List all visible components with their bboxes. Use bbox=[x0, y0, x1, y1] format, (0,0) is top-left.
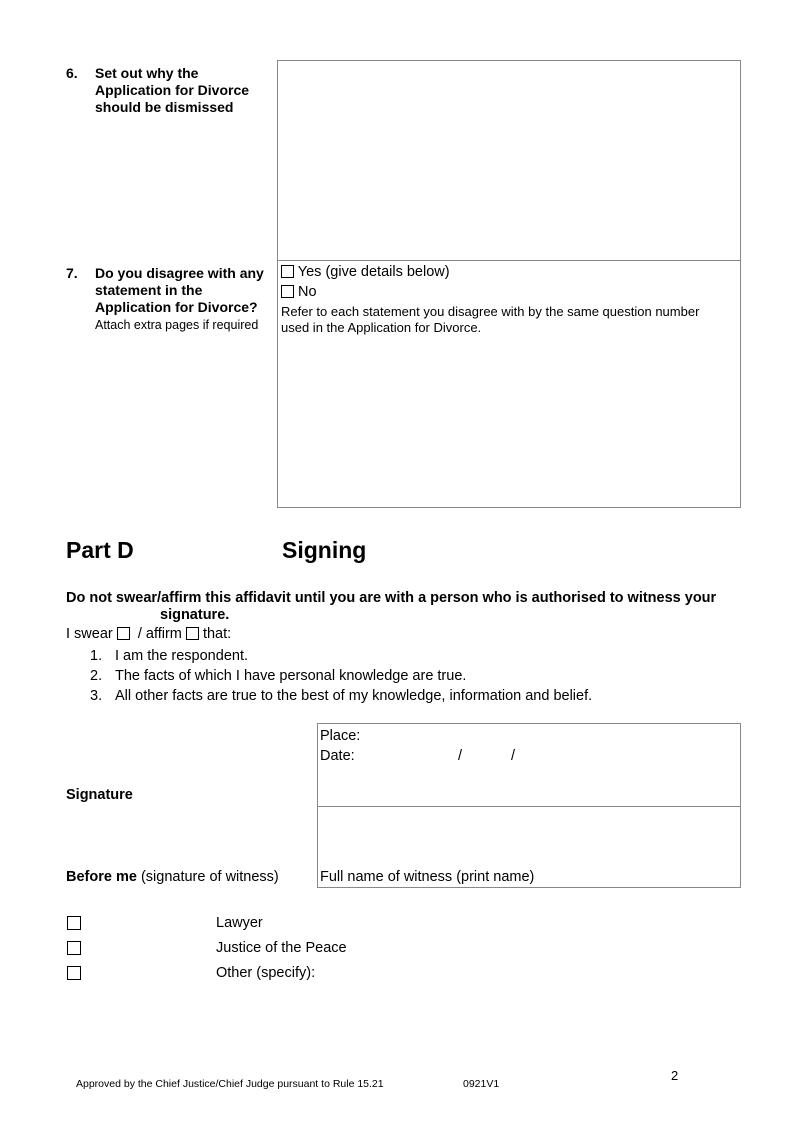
other-checkbox[interactable] bbox=[67, 966, 81, 980]
place-label: Place: bbox=[320, 728, 361, 744]
warning-line1: Do not swear/affirm this affidavit until you are with a person who is authorised to witness your bbox=[66, 590, 717, 606]
q7-line2: statement in the bbox=[95, 282, 203, 298]
date-separator-1: / bbox=[458, 748, 463, 764]
lawyer-checkbox[interactable] bbox=[67, 916, 81, 930]
q7-line1: Do you disagree with any bbox=[95, 265, 264, 281]
date-label: Date: bbox=[320, 748, 355, 764]
lawyer-label: Lawyer bbox=[216, 915, 263, 931]
q7-yes-checkbox[interactable] bbox=[281, 265, 294, 278]
q7-line3: Application for Divorce? bbox=[95, 299, 258, 315]
q7-no-label: No bbox=[298, 284, 317, 300]
part-label: Part D bbox=[66, 537, 134, 563]
q7-no-checkbox[interactable] bbox=[281, 285, 294, 298]
witness-name-label: Full name of witness (print name) bbox=[320, 869, 535, 885]
swear-affirm-line bbox=[66, 626, 231, 642]
list-item: 3. All other facts are true to the best of my knowledge, information and belief. bbox=[90, 688, 593, 704]
q7-question bbox=[95, 265, 277, 316]
q7-answer-box[interactable] bbox=[277, 260, 741, 508]
q6-question bbox=[95, 65, 275, 116]
q7-yes-option[interactable] bbox=[281, 264, 450, 280]
q7-no-option[interactable] bbox=[281, 284, 317, 300]
list-item: 1. I am the respondent. bbox=[90, 648, 248, 664]
footer-approval: Approved by the Chief Justice/Chief Judge pursuant to Rule 15.21 bbox=[76, 1078, 384, 1090]
swear-label: I swear bbox=[66, 626, 113, 642]
date-separator-2: / bbox=[511, 748, 516, 764]
q7-instr-line2: used in the Application for Divorce. bbox=[281, 320, 482, 335]
page-number: 2 bbox=[671, 1068, 679, 1083]
q7-instructions bbox=[281, 304, 699, 336]
affirm-checkbox[interactable] bbox=[186, 627, 199, 640]
q6-line3: should be dismissed bbox=[95, 99, 234, 115]
part-title: Signing bbox=[282, 537, 367, 563]
before-me-label: Before me (signature of witness) bbox=[66, 869, 279, 885]
place-date-box[interactable] bbox=[317, 723, 741, 807]
that-label: that: bbox=[202, 626, 232, 642]
signature-label: Signature bbox=[66, 787, 133, 803]
q7-number: 7. bbox=[66, 265, 78, 281]
q7-note: Attach extra pages if required bbox=[95, 318, 259, 332]
warning-line2: signature. bbox=[160, 607, 230, 623]
footer-version: 0921V1 bbox=[463, 1078, 500, 1090]
q6-answer-box[interactable] bbox=[277, 60, 741, 261]
list-item: 2. The facts of which I have personal knowledge are true. bbox=[90, 668, 467, 684]
q6-number: 6. bbox=[66, 65, 78, 81]
q7-yes-label: Yes (give details below) bbox=[297, 264, 450, 280]
q6-line2: Application for Divorce bbox=[95, 82, 250, 98]
q7-instr-line1: Refer to each statement you disagree with by the same question number bbox=[281, 304, 700, 319]
jp-label: Justice of the Peace bbox=[216, 940, 347, 956]
q6-line1: Set out why the bbox=[95, 65, 199, 81]
statements-list bbox=[90, 646, 592, 706]
other-label: Other (specify): bbox=[216, 965, 316, 981]
swear-checkbox[interactable] bbox=[117, 627, 130, 640]
affirm-label: / affirm bbox=[137, 626, 182, 642]
jp-checkbox[interactable] bbox=[67, 941, 81, 955]
